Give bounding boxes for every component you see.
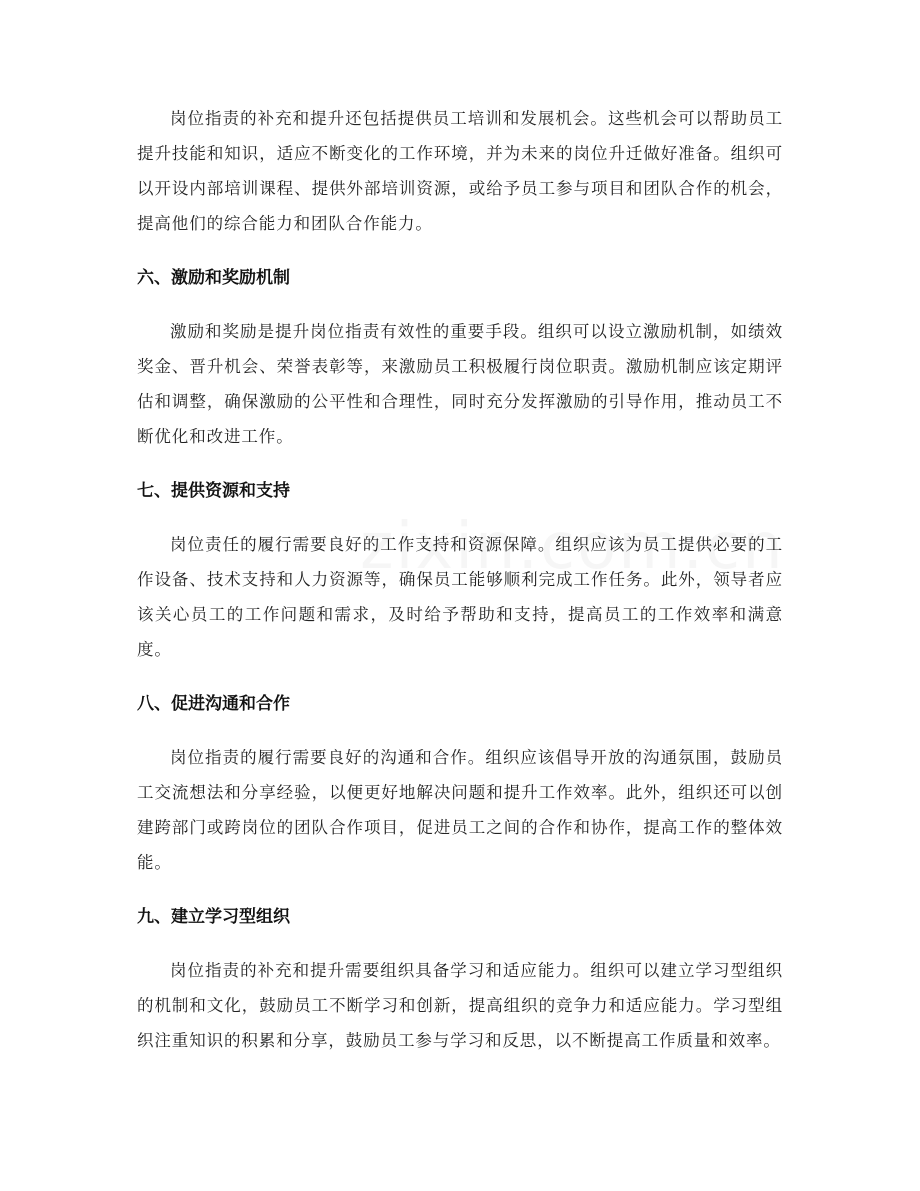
section-heading: 六、激励和奖励机制 (137, 268, 290, 288)
section-heading: 九、建立学习型组织 (137, 907, 290, 927)
section-heading: 七、提供资源和支持 (137, 481, 290, 501)
section-paragraph: 岗位指责的履行需要良好的沟通和合作。组织应该倡导开放的沟通氛围，鼓励员工交流想法和分享经验，以便更好地解决问题和提升工作效率。此外，组织还可以创建跨部门或跨岗位的团队合作项目，促进员工之间的合作和协作，提高工作的整体效能。 (137, 748, 783, 872)
section-heading: 八、促进沟通和合作 (137, 694, 290, 714)
section-heading-wrap (137, 905, 783, 929)
section-paragraph: 激励和奖励是提升岗位指责有效性的重要手段。组织可以设立激励机制，如绩效奖金、晋升机会、荣誉表彰等，来激励员工积极履行岗位职责。激励机制应该定期评估和调整，确保激励的公平性和合理性，同时充分发挥激励的引导作用，推动员工不断优化和改进工作。 (137, 322, 783, 446)
document-body (137, 101, 783, 1058)
section-heading-wrap (137, 479, 783, 503)
section-paragraph: 岗位指责的补充和提升需要组织具备学习和适应能力。组织可以建立学习型组织的机制和文化，鼓励员工不断学习和创新，提高组织的竞争力和适应能力。学习型组织注重知识的积累和分享，鼓励员工参与学习和反思，以不断提高工作质量和效率。 (137, 961, 783, 1050)
intro-paragraph: 岗位指责的补充和提升还包括提供员工培训和发展机会。这些机会可以帮助员工提升技能和知识，适应不断变化的工作环境，并为未来的岗位升迁做好准备。组织可以开设内部培训课程、提供外部培训资源，或给予员工参与项目和团队合作的机会，提高他们的综合能力和团队合作能力。 (137, 109, 783, 233)
section-heading-wrap (137, 266, 783, 290)
section-paragraph: 岗位责任的履行需要良好的工作支持和资源保障。组织应该为员工提供必要的工作设备、技术支持和人力资源等，确保员工能够顺利完成工作任务。此外，领导者应该关心员工的工作问题和需求，及时给予帮助和支持，提高员工的工作效率和满意度。 (137, 535, 783, 659)
section-heading-wrap (137, 692, 783, 716)
